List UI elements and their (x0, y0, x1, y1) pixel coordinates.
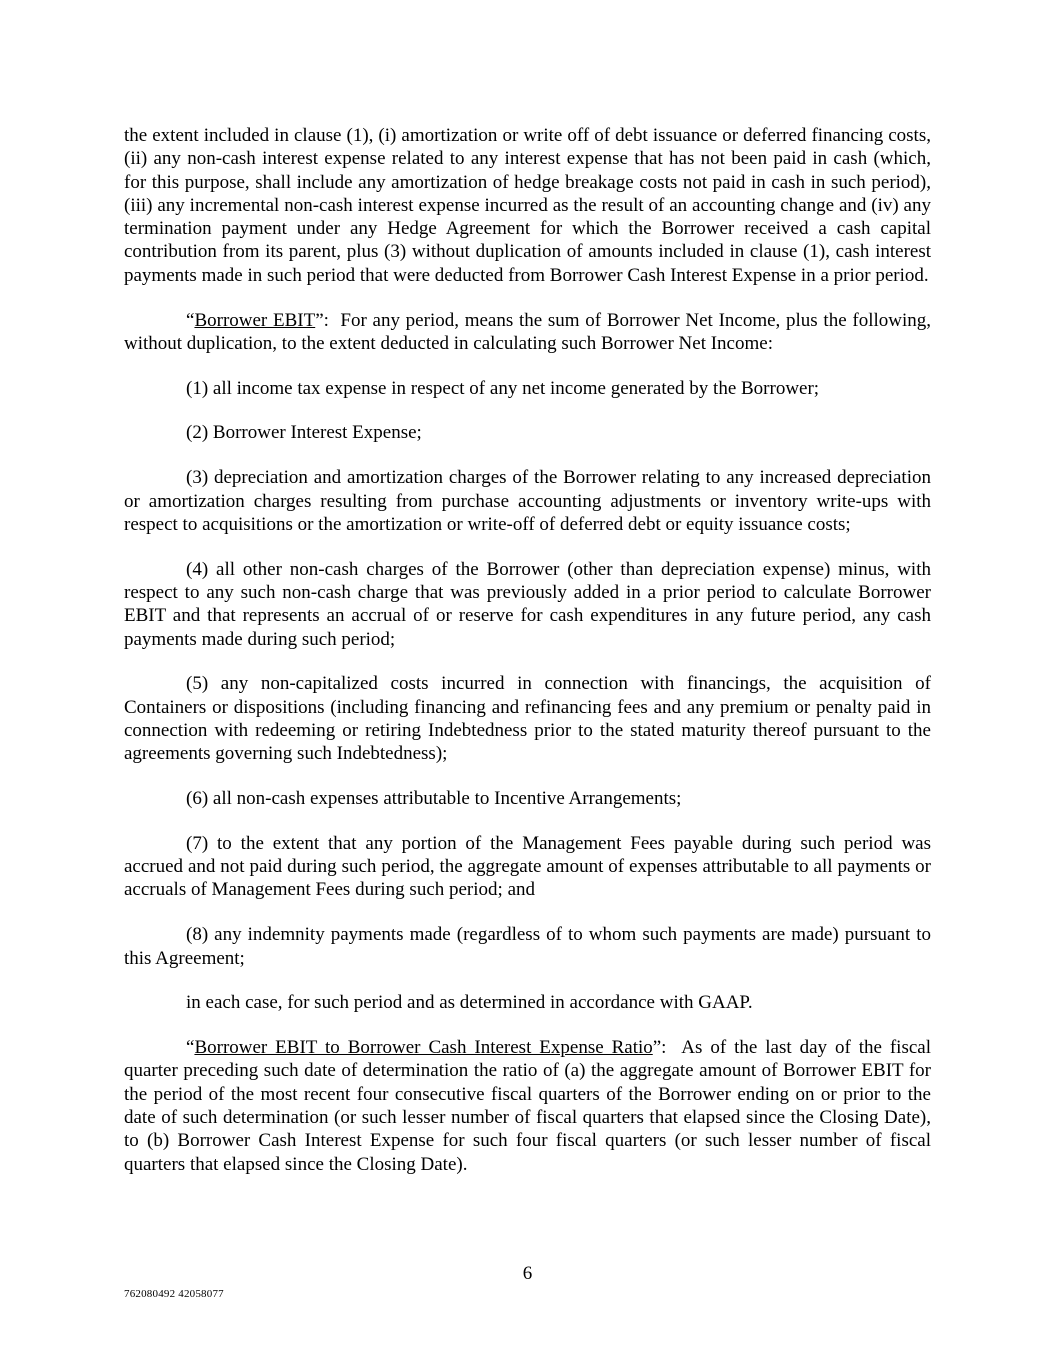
list-item-5: (5) any non-capitalized costs incurred in connection with financings, the acquisition of Containers or dispositions (including financing and refinancing fees and any premium or penalty paid in connection with redeeming or retiring Indebtedness prior to the stated maturity thereof pursuant to the agreements governing such Indebtedness); (124, 673, 931, 765)
open-quote: “ (186, 1037, 195, 1059)
definition-ebit-ratio (124, 1036, 931, 1176)
list-item-7: (7) to the extent that any portion of the Management Fees payable during such period was accrued and not paid during such period, the aggregate amount of expenses attributable to all payments or accruals of Management Fees during such period; and (124, 832, 931, 901)
defined-term: Borrower EBIT to Borrower Cash Interest Expense Ratio (194, 1037, 653, 1059)
open-quote: “ (186, 309, 195, 331)
closing-clause: in each case, for such period and as determined in accordance with GAAP. (186, 992, 753, 1014)
definition-text: For any period, means the sum of Borrower Net Income, plus the following, without duplication, to the extent deducted in calculating such Borrower Net Income: (124, 309, 932, 354)
list-item-3: (3) depreciation and amortization charges of the Borrower relating to any increased depreciation or amortization charges resulting from purchase accounting adjustments or inventory write-ups with respect to acquisitions or the amortization or write-off of deferred debt or equity issuance costs; (124, 467, 931, 535)
page-number: 6 (522, 1263, 533, 1284)
paragraph-continuation: the extent included in clause (1), (i) amortization or write off of debt issuance or deferred financing costs, (ii) any non-cash interest expense related to any interest expense that has not been paid in cash (which, for this purpose, shall include any amortization of hedge breakage costs not paid in cash in such period), (iii) any incremental non-cash interest expense incurred as the result of an accounting change and (iv) any termination payment under any Hedge Agreement for which the Borrower received a cash capital contribution from its parent, plus (3) without duplication of amounts included in clause (1), cash interest payments made in such period that were deducted from Borrower Cash Interest Expense in a prior period. (124, 125, 931, 286)
document-body (124, 124, 931, 1197)
definition-borrower-ebit (124, 309, 931, 356)
list-item-1: (1) all income tax expense in respect of any net income generated by the Borrower; (186, 377, 820, 399)
list-item-2: (2) Borrower Interest Expense; (186, 422, 422, 444)
document-id: 762080492 42058077 (124, 1288, 224, 1300)
list-item-6: (6) all non-cash expenses attributable to Incentive Arrangements; (186, 788, 682, 810)
defined-term: Borrower EBIT (194, 309, 316, 331)
list-item-4: (4) all other non-cash charges of the Borrower (other than depreciation expense) minus, with respect to any such non-cash charge that was previously added in a prior period to calculate Borrower EBIT and that represents an accrual of or reserve for cash expenditures in any future period, any cash payments made during such period; (124, 558, 931, 650)
definition-text: As of the last day of the fiscal quarter preceding such date of determination the ratio of (a) the aggregate amount of Borrower EBIT for the period of the most recent four consecutive fiscal quarters of the Borrower ending on or prior to the date of such determination (or such lesser number of fiscal quarters that elapsed since the Closing Date), to (b) Borrower Cash Interest Expense for such four fiscal quarters (or such lesser number of fiscal quarters that elapsed since the Closing Date). (124, 1037, 931, 1175)
list-item-8: (8) any indemnity payments made (regardless of to whom such payments are made) pursuant to this Agreement; (124, 924, 931, 969)
term-close: ”: (652, 1037, 682, 1059)
term-close: ”: (315, 309, 341, 331)
